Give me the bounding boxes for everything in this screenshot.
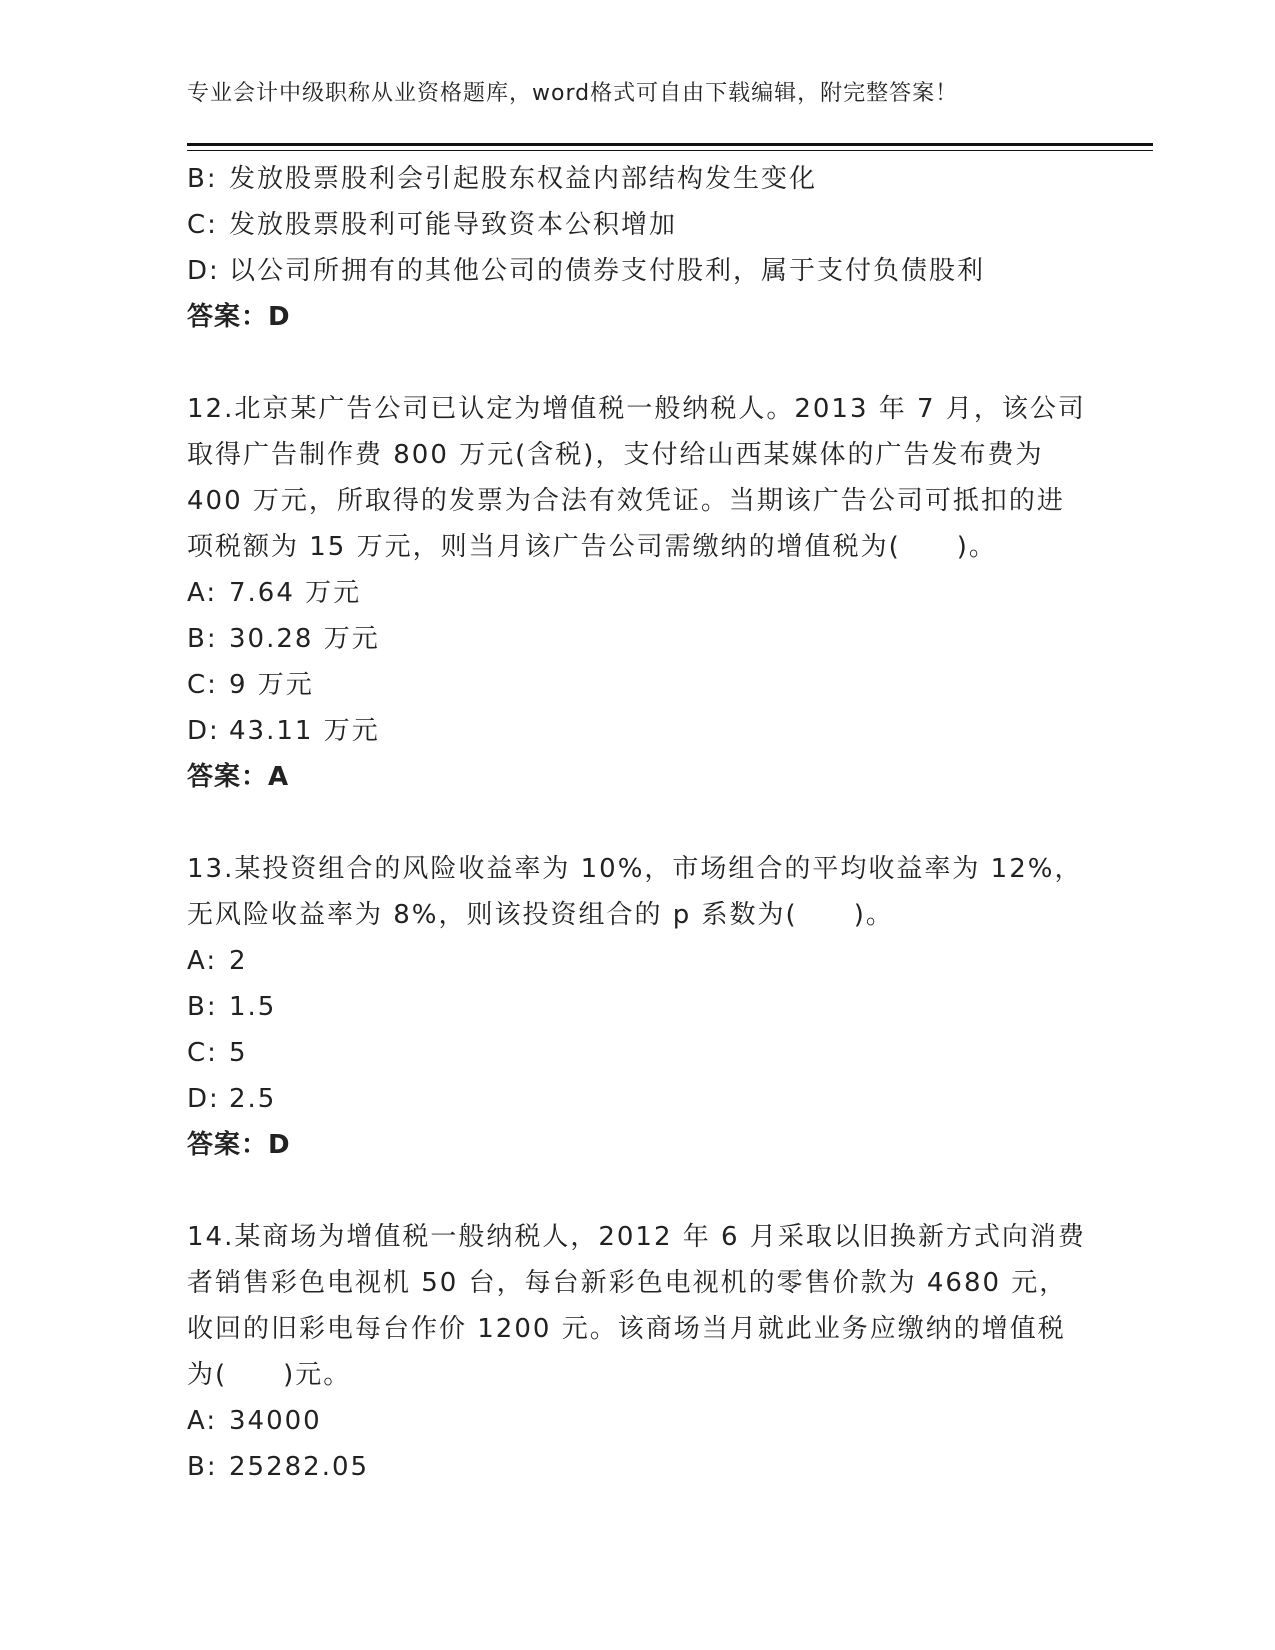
option-c (187, 662, 1087, 708)
spacer (187, 800, 1087, 846)
option-text: 9 万元 (229, 670, 314, 700)
option-text: 2 (229, 946, 248, 976)
option-letter: A: (187, 578, 218, 608)
option-text: 34000 (229, 1406, 322, 1436)
question-stem-line: 12.北京某广告公司已认定为增值税一般纳税人。2013 年 7 月，该公司 (187, 394, 1086, 424)
question-stem-line: 400 万元，所取得的发票为合法有效凭证。当期该广告公司可抵扣的进 (187, 486, 1065, 516)
option-letter: B: (187, 164, 218, 194)
spacer (187, 1168, 1087, 1214)
option-text: 发放股票股利会引起股东权益内部结构发生变化 (229, 164, 818, 194)
answer-line: 答案：A (187, 762, 290, 792)
option-text: 1.5 (229, 992, 277, 1022)
option-text: 25282.05 (229, 1452, 370, 1482)
option-letter: B: (187, 992, 218, 1022)
option-text: 发放股票股利可能导致资本公积增加 (229, 210, 678, 240)
question-stem-line: 14.某商场为增值税一般纳税人，2012 年 6 月采取以旧换新方式向消费 (187, 1222, 1086, 1252)
option-c (187, 202, 1087, 248)
option-text: 2.5 (229, 1084, 277, 1114)
page-header: 专业会计中级职称从业资格题库，word格式可自由下载编辑，附完整答案！ (187, 81, 959, 106)
header-rule-thin (187, 150, 1153, 151)
option-text: 5 (229, 1038, 248, 1068)
option-letter: D: (187, 716, 220, 746)
option-d (187, 708, 1087, 754)
question-11 (187, 156, 1087, 340)
header-rule-thick (187, 143, 1153, 146)
question-stem-line: 无风险收益率为 8%，则该投资组合的 p 系数为( )。 (187, 900, 894, 930)
option-letter: D: (187, 256, 220, 286)
option-text: 43.11 万元 (229, 716, 380, 746)
option-letter: A: (187, 946, 218, 976)
question-stem-line: 收回的旧彩电每台作价 1200 元。该商场当月就此业务应缴纳的增值税 (187, 1314, 1066, 1344)
question-content (187, 156, 1087, 1490)
question-12 (187, 386, 1087, 800)
option-text: 30.28 万元 (229, 624, 380, 654)
option-d (187, 1076, 1087, 1122)
answer-line: 答案：D (187, 302, 291, 332)
option-b (187, 156, 1087, 202)
option-letter: C: (187, 1038, 218, 1068)
question-stem-line: 取得广告制作费 800 万元(含税)，支付给山西某媒体的广告发布费为 (187, 440, 1044, 470)
question-13 (187, 846, 1087, 1168)
option-letter: C: (187, 210, 218, 240)
question-stem-line: 为( )元。 (187, 1360, 352, 1390)
option-d (187, 248, 1087, 294)
option-letter: C: (187, 670, 218, 700)
question-14 (187, 1214, 1087, 1490)
question-stem-line: 项税额为 15 万元，则当月该广告公司需缴纳的增值税为( )。 (187, 532, 997, 562)
option-a (187, 570, 1087, 616)
option-b (187, 1444, 1087, 1490)
answer-line: 答案：D (187, 1130, 291, 1160)
option-letter: B: (187, 1452, 218, 1482)
question-stem-line: 者销售彩色电视机 50 台，每台新彩色电视机的零售价款为 4680 元， (187, 1268, 1068, 1298)
question-stem-line: 13.某投资组合的风险收益率为 10%，市场组合的平均收益率为 12%， (187, 854, 1083, 884)
spacer (187, 340, 1087, 386)
option-letter: D: (187, 1084, 220, 1114)
option-letter: B: (187, 624, 218, 654)
option-a (187, 938, 1087, 984)
option-b (187, 984, 1087, 1030)
option-text: 以公司所拥有的其他公司的债券支付股利，属于支付负债股利 (229, 256, 986, 286)
option-letter: A: (187, 1406, 218, 1436)
option-text: 7.64 万元 (229, 578, 362, 608)
option-c (187, 1030, 1087, 1076)
option-b (187, 616, 1087, 662)
option-a (187, 1398, 1087, 1444)
